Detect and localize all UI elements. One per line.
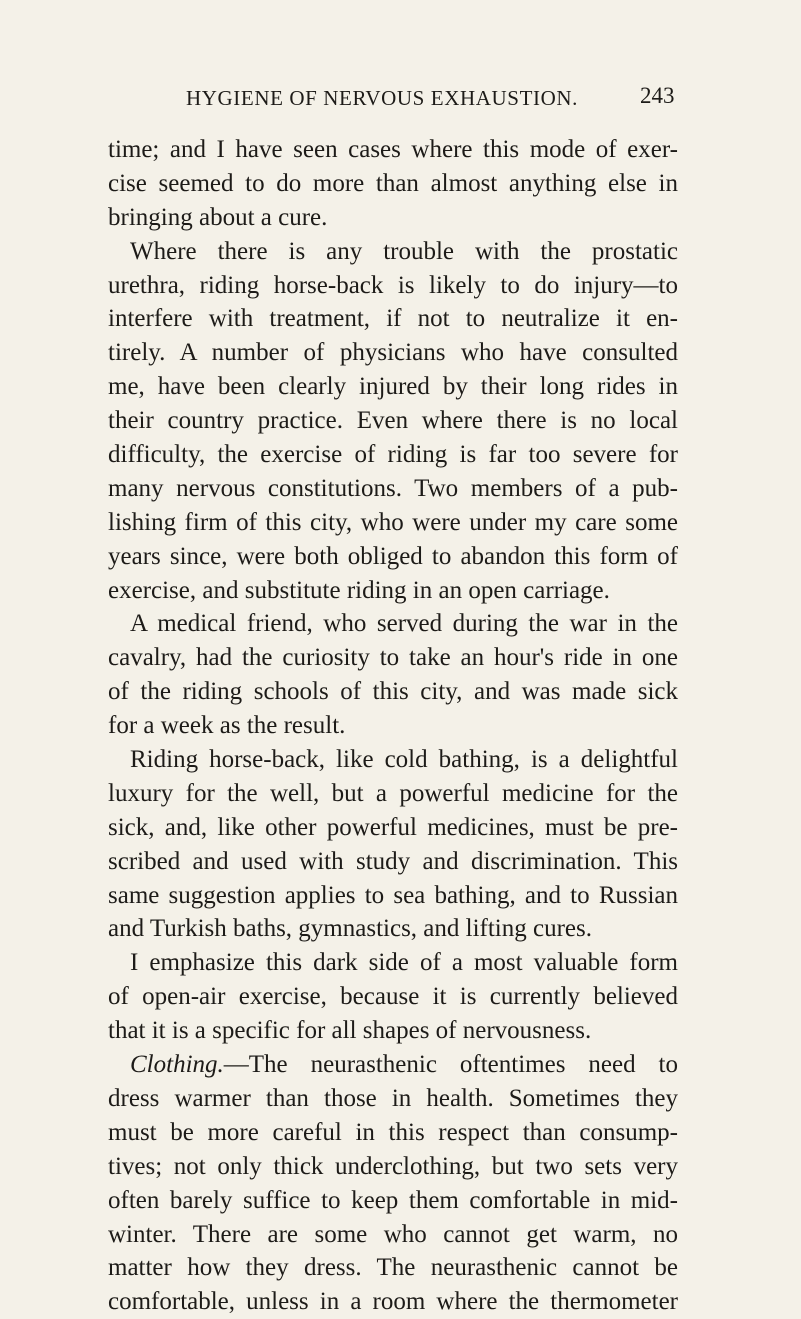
text-line: luxury for the well, but a powerful medicine for the [108, 779, 678, 807]
text-line: difficulty, the exercise of riding is far too severe for [108, 441, 678, 469]
text-line: interfere with treatment, if not to neutralize it en- [108, 305, 678, 333]
paragraph-start: Where there is any trouble with the prostatic [130, 237, 678, 265]
body-text [108, 133, 678, 1319]
text-line: often barely suffice to keep them comfortable in mid- [108, 1186, 678, 1214]
text-line: dress warmer than those in health. Sometimes they [108, 1084, 678, 1112]
text-line: must be more careful in this respect than consump- [108, 1118, 678, 1146]
text-line: cise seemed to do more than almost anything else in [108, 169, 678, 197]
running-head: HYGIENE OF NERVOUS EXHAUSTION. [186, 86, 578, 110]
text-line: scribed and used with study and discrimination. This [108, 847, 678, 875]
paragraph-start: I emphasize this dark side of a most valuable form [130, 949, 678, 977]
text-line: that it is a specific for all shapes of nervousness. [108, 1017, 592, 1045]
text-line: many nervous constitutions. Two members of a pub- [108, 474, 678, 502]
text-line: me, have been clearly injured by their long rides in [108, 373, 678, 401]
text-line: winter. There are some who cannot get warm, no [108, 1220, 678, 1248]
text-line: years since, were both obliged to abandon this form of [108, 542, 678, 570]
text-line: and Turkish baths, gymnastics, and lifting cures. [108, 915, 592, 943]
page-number: 243 [640, 83, 675, 108]
text-line: of open-air exercise, because it is currently believed [108, 983, 678, 1011]
text-line: exercise, and substitute riding in an open carriage. [108, 576, 610, 604]
text-line: matter how they dress. The neurasthenic cannot be [108, 1254, 678, 1282]
text-line: for a week as the result. [108, 712, 346, 740]
text-line: their country practice. Even where there is no local [108, 407, 678, 435]
text-line: time; and I have seen cases where this mode of exer- [108, 136, 678, 163]
text-line: of the riding schools of this city, and was made sick [108, 678, 678, 706]
clothing-line-text: —The neurasthenic oftentimes need to [223, 1051, 678, 1079]
text-line: comfortable, unless in a room where the thermometer [108, 1288, 678, 1316]
text-line: sick, and, like other powerful medicines, must be pre- [108, 813, 678, 841]
paragraph-start: A medical friend, who served during the war in the [130, 610, 678, 638]
clothing-paragraph-start [108, 1048, 678, 1082]
text-line: lishing firm of this city, who were under my care some [108, 508, 678, 536]
text-line: tirely. A number of physicians who have consulted [108, 339, 678, 367]
text-line: urethra, riding horse-back is likely to do injury—to [108, 271, 678, 299]
text-line: same suggestion applies to sea bathing, and to Russian [108, 881, 678, 909]
text-line: tives; not only thick underclothing, but two sets very [108, 1152, 678, 1180]
clothing-heading: Clothing. [130, 1051, 224, 1079]
text-line: bringing about a cure. [108, 203, 328, 231]
paragraph-start: Riding horse-back, like cold bathing, is a delightful [130, 746, 678, 774]
text-line: cavalry, had the curiosity to take an hour's ride in one [108, 644, 678, 672]
